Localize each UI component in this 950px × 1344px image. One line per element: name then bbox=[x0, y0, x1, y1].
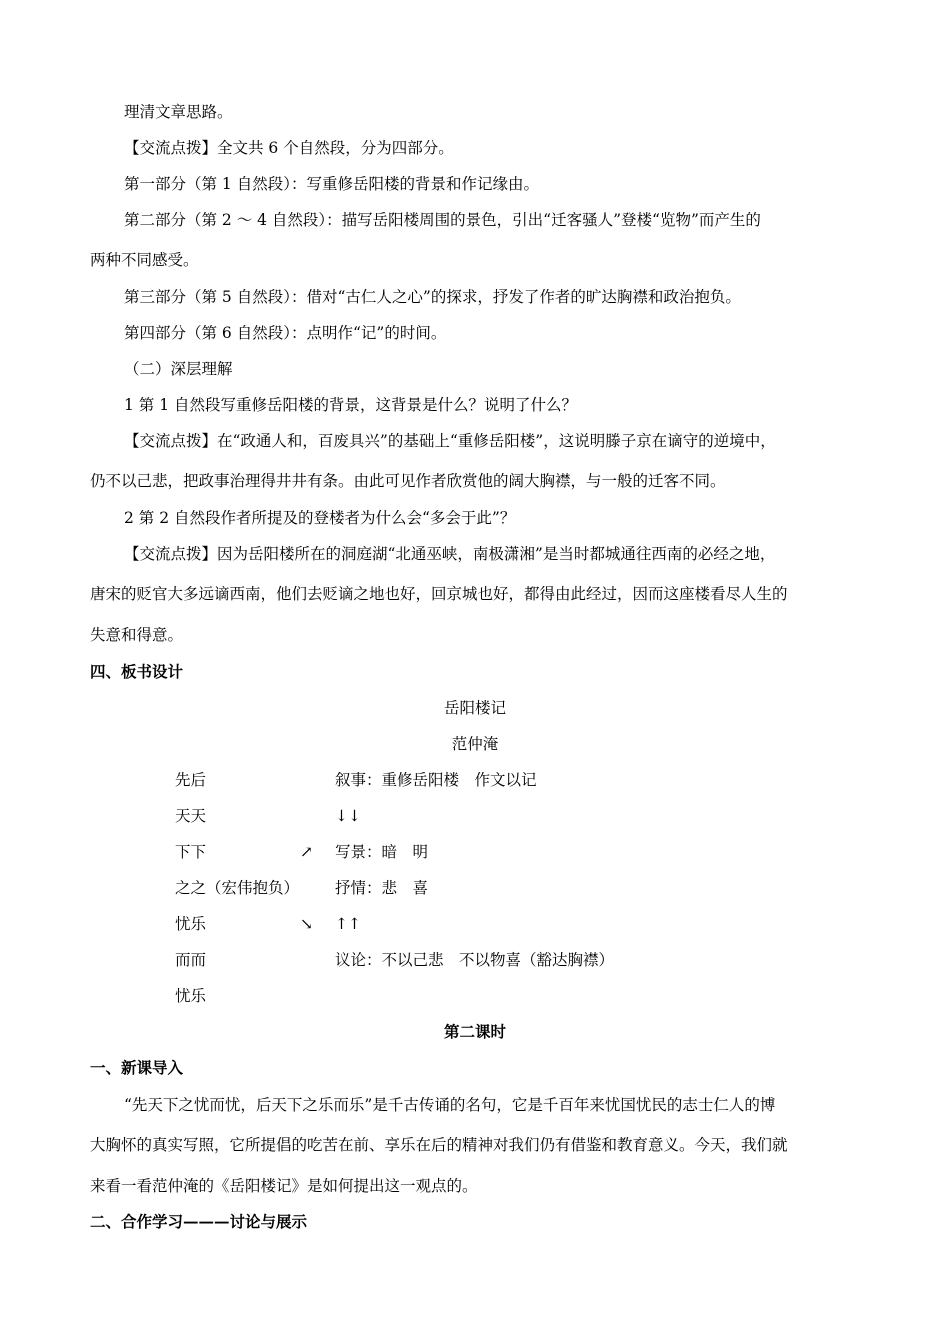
board-left-item: 先后 bbox=[175, 771, 207, 789]
board-scenery: 写景：暗 明 bbox=[335, 843, 429, 861]
question: 2 第 2 自然段作者所提及的登楼者为什么会“多会于此”？ bbox=[124, 509, 516, 527]
board-left-item: 之之（宏伟抱负） bbox=[175, 879, 300, 897]
question: 1 第 1 自然段写重修岳阳楼的背景，这背景是什么？说明了什么？ bbox=[124, 396, 578, 414]
paragraph: “先天下之忧而忧，后天下之乐而乐”是千古传诵的名句，它是千百年来忧国忧民的志士仁人的博 bbox=[124, 1096, 776, 1114]
arrow-down-right-icon: ↘ bbox=[300, 915, 313, 933]
board-argument: 议论：不以己悲 不以物喜（豁达胸襟） bbox=[335, 951, 615, 969]
section-title: （二）深层理解 bbox=[124, 360, 233, 378]
paragraph: 第三部分（第 5 自然段）：借对“古仁人之心”的探求，抒发了作者的旷达胸襟和政治抱负。 bbox=[124, 288, 741, 306]
answer: 【交流点拨】在“政通人和，百废具兴”的基础上“重修岳阳楼”，这说明滕子京在谪守的逆境中， bbox=[124, 432, 776, 450]
answer-continuation: 失意和得意。 bbox=[90, 626, 184, 644]
answer: 【交流点拨】因为岳阳楼所在的洞庭湖“北通巫峡，南极潇湘”是当时都城通往西南的必经之地， bbox=[124, 545, 776, 563]
board-emotion: 抒情：悲 喜 bbox=[335, 879, 429, 897]
paragraph: 理清文章思路。 bbox=[124, 103, 233, 121]
board-left-item: 忧乐 bbox=[175, 915, 207, 933]
board-narration: 叙事：重修岳阳楼 作文以记 bbox=[335, 771, 537, 789]
paragraph: 第四部分（第 6 自然段）：点明作“记”的时间。 bbox=[124, 324, 447, 342]
answer-continuation: 仍不以己悲，把政事治理得井井有条。由此可见作者欣赏他的阔大胸襟，与一般的迁客不同。 bbox=[90, 472, 726, 490]
arrow-up-right-icon: ↗ bbox=[300, 843, 313, 861]
arrow-up-icon: ↑↑ bbox=[335, 915, 361, 933]
paragraph-continuation: 来看一看范仲淹的《岳阳楼记》是如何提出这一观点的。 bbox=[90, 1177, 478, 1195]
paragraph: 第一部分（第 1 自然段）：写重修岳阳楼的背景和作记缘由。 bbox=[124, 175, 539, 193]
board-left-item: 而而 bbox=[175, 951, 207, 969]
board-left-item: 下下 bbox=[175, 843, 207, 861]
paragraph: 第二部分（第 2 ～ 4 自然段）：描写岳阳楼周围的景色，引出“迁客骚人”登楼“览物”而产生的 bbox=[124, 211, 761, 229]
board-left-item: 忧乐 bbox=[175, 987, 207, 1005]
board-title: 岳阳楼记 bbox=[443, 699, 506, 717]
board-left-item: 天天 bbox=[175, 807, 207, 825]
board-author: 范仲淹 bbox=[451, 735, 499, 753]
lesson-title: 第二课时 bbox=[443, 1022, 506, 1041]
paragraph: 【交流点拨】全文共 6 个自然段，分为四部分。 bbox=[124, 139, 454, 157]
answer-continuation: 唐宋的贬官大多远谪西南，他们去贬谪之地也好，回京城也好，都得由此经过，因而这座楼看尽人生的 bbox=[90, 585, 788, 603]
section-heading: 四、板书设计 bbox=[90, 662, 184, 681]
arrow-down-icon: ↓↓ bbox=[335, 807, 361, 825]
section-heading: 一、新课导入 bbox=[90, 1058, 184, 1077]
paragraph-continuation: 两种不同感受。 bbox=[90, 251, 199, 269]
paragraph-continuation: 大胸怀的真实写照，它所提倡的吃苦在前、享乐在后的精神对我们仍有借鉴和教育意义。今天，我们就 bbox=[90, 1136, 788, 1154]
section-heading: 二、合作学习———讨论与展示 bbox=[90, 1212, 308, 1231]
